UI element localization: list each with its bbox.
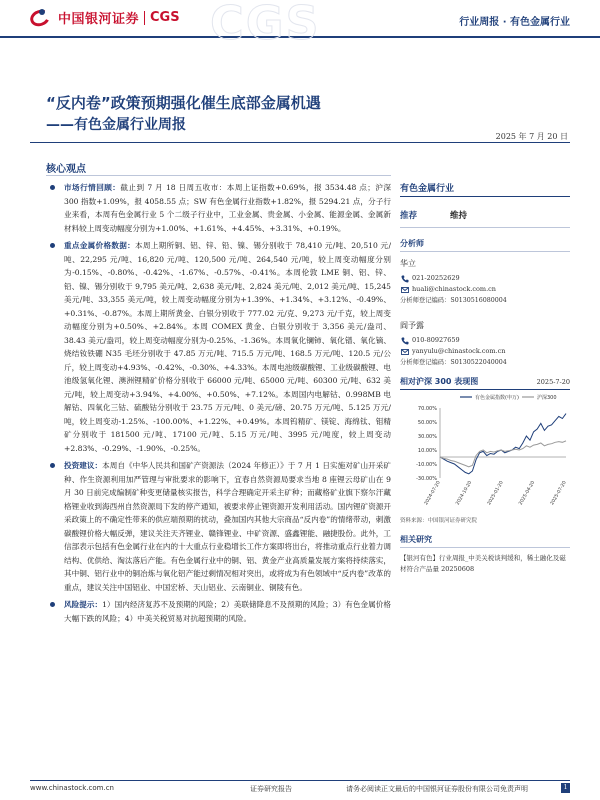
report-date: 2025 年 7 月 20 日 <box>495 132 568 141</box>
y-tick-label: -30.00% <box>416 475 437 482</box>
rating-label: 推荐 <box>400 211 418 221</box>
y-tick-label: 30.00% <box>417 433 437 440</box>
related-item[interactable]: 【银河有色】行业周报_中美关税谈判缓和，稀土融化及磁材符合产品量 20250608 <box>400 554 566 573</box>
title-divider <box>30 142 570 143</box>
email-icon <box>400 347 409 356</box>
footer-url[interactable]: www.chinastock.com.cn <box>30 784 114 792</box>
investment-advice-paragraph <box>46 459 391 594</box>
analyst-email-row <box>400 346 570 357</box>
chart-date: 2025-7-20 <box>536 378 570 386</box>
page-footer <box>30 780 570 794</box>
bullet-icon <box>50 243 55 248</box>
metal-prices-paragraph <box>46 239 391 455</box>
y-tick-label: 70.00% <box>417 405 437 412</box>
paragraph-head: 风险提示： <box>64 600 103 609</box>
phone-icon <box>400 274 409 283</box>
core-divider <box>46 175 391 176</box>
analyst-email[interactable]: huali@chinastock.com.cn <box>412 285 496 293</box>
series-line <box>440 414 566 474</box>
risk-warning-paragraph <box>46 598 391 625</box>
analyst-phone: 010-80927659 <box>412 336 460 344</box>
logo-divider <box>144 11 145 25</box>
x-tick-label: 2024-07-20 <box>424 480 442 507</box>
related-research <box>400 534 570 575</box>
relative-performance-chart-box <box>400 376 570 524</box>
brand-cn: 中国银河证券 <box>58 12 140 27</box>
footer-report-type: 证券研究报告 <box>250 785 292 793</box>
analyst-card <box>400 258 570 306</box>
analyst-name: 华立 <box>400 259 416 268</box>
x-tick-label: 2024-10-20 <box>455 480 474 507</box>
analyst-phone: 021-20252629 <box>412 274 460 282</box>
analyst-name: 阎予露 <box>400 321 424 330</box>
analyst-heading: 分析师 <box>400 238 570 252</box>
email-icon <box>400 285 409 294</box>
header-watermark: CGS <box>210 0 321 50</box>
y-tick-label: 10.00% <box>417 447 437 454</box>
relative-performance-chart <box>400 390 570 510</box>
bullet-icon <box>50 463 55 468</box>
paragraph-text: 本周上期所铜、铝、锌、铅、镍、锡分别收于 78,410 元/吨、20,510 元/吨、22,295 元/吨、16,820 元/吨、120,500 元/吨、264,540 元/吨，较上周变动幅度分别为-0.15%、-0.80%、-0.42%、-1.67%、-0.57%、-0.41%。本周伦敦 LME 铜、铝、锌、铅、镍、锡分别收于 9,795 美元/吨、2,638 美元/吨、2,824 美元/吨、2,012 美元/吨、15,245 美元/吨、33,355 美元/吨，较上周变动幅度分别为+1.39%、+1.34%、+3.12%、-0.49%、+0.31%、-0.87%。本周上期所黄金、白银分别收于 777.02 元/克、9,273 元/千克，较上周变动幅度分别为+0.50%、+2.84%。本周 COMEX 黄金、白银分别收于 3,356 美元/盎司、38.43 美元/盎司，较上周变动幅度分别为-0.25%、-1.36%。本周氧化镧铈、氧化镨、氧化镝、烧结钕铁硼 N35 毛坯分别收于 47.85 万元/吨、715.5 万元/吨、168.5 万元/吨、120.5 元/公斤，较上周变动+4.93%、-0.42%、-0.30%、+4.33%。本周电池级碳酸锂、工业级碳酸锂、电池级氢氧化锂、澳洲锂精矿价格分别收于 66000 元/吨、65000 元/吨、60300 元/吨、632 美元/吨，较上周变动+3.94%、+4.00%、+0.50%、+7.12%。本周国内电解钴、0.998MB 电解钴、四氧化三钴、硫酸钴分别收于 23.75 万元/吨、0 美元/磅、20.75 万元/吨、5.125 万元/吨，较上周变动-1.25%、-100.00%、+1.22%、+0.49%。本周钨精矿、镁锭、海绵钛、钼精矿分别收于 181500 元/吨、17100 元/吨、5.15 万元/吨、3995 元/吨度，较上周变动+2.83%、-0.29%、-1.90%、-0.25%。 <box>64 241 391 453</box>
analyst-phone-row <box>400 335 570 346</box>
x-tick-label: 2025-07-20 <box>550 480 568 507</box>
x-tick-label: 2025-01-20 <box>487 480 505 507</box>
report-title: “反内卷”政策预期强化催生底部金属机遇 <box>46 94 321 112</box>
core-content <box>46 181 391 761</box>
analyst-cert: 分析师登记编码：S0130522040004 <box>400 359 507 366</box>
report-subtitle: ——有色金属行业周报 <box>46 117 186 133</box>
report-category: 行业周报 · 有色金属行业 <box>459 17 570 28</box>
page-number: 1 <box>561 783 570 793</box>
company-logo <box>30 8 180 27</box>
y-tick-label: -10.00% <box>416 461 437 468</box>
analyst-phone-row <box>400 273 570 284</box>
x-tick-label: 2025-04-20 <box>518 480 537 507</box>
core-heading: 核心观点 <box>46 164 86 175</box>
chart-source: 资料来源：中国银河证券研究院 <box>400 518 478 524</box>
legend-label: 沪深300 <box>537 395 557 401</box>
paragraph-head: 市场行情回顾： <box>64 183 121 192</box>
series-line <box>440 441 566 467</box>
brand-en: CGS <box>150 10 180 25</box>
analyst-card <box>400 320 570 368</box>
page-header <box>0 0 600 50</box>
analyst-cert: 分析师登记编码：S0130516080004 <box>400 297 507 304</box>
industry-heading: 有色金属行业 <box>400 181 570 197</box>
chart-title-row <box>400 376 570 390</box>
chart-title: 相对沪深 300 表现图 <box>400 377 479 386</box>
rating-value: 维持 <box>450 211 468 221</box>
bullet-icon <box>50 185 55 190</box>
paragraph-text: 本周自《中华人民共和国矿产资源法（2024 年修正）》于 7 月 1 日实施对矿山开采矿种、作生资源利用加严管理与审批要求的影响下，宜春自然资源局要求当地 8 座锂云母矿山在 9 月 30 日前完成编制矿种变更储量核实报告，科学合理确定开采主矿种；而藏格矿业旗下察尔汗藏格锂业收到海西州自然资源局下发的停产通知，被要求停止锂资源开发利用活动。国内锂矿资源开采政策上的不确定性带来的供应端预期的扰动，叠加国内其他大宗商品“反内卷”的情绪带动，刺激碳酸锂价格大幅反弹，建议关注天齐锂业、赣锋锂业、中矿资源、盛鑫锂能、融捷股份。此外，工信部表示包括有色金属行业在内的十大重点行业稳增长工作方案即将出台，将推动重点行业着力调结构、优供给、淘汰落后产能。有色金属行业中的铜、铝、黄金产业高质量发展方案将持续落实，其中铜、铝行业中的铜冶炼与氧化铝产能过剩情况相对突出，或将成为有色领域中“反内卷”改革的重点，建议关注中国铝业、中国宏桥、天山铝业、云南铜业、铜陵有色。 <box>64 461 391 592</box>
related-heading: 相关研究 <box>400 534 570 548</box>
y-tick-label: 50.00% <box>417 419 437 426</box>
paragraph-text: 截止到 7 月 18 日周五收市：本周上证指数+0.69%，报 3534.48 点；沪深 300 指数+1.09%，报 4058.55 点；SW 有色金属行业指数+1.82%，报 5294.21 点，分子行业来看，本周有色金属行业 5 个二级子行业中，工业金属、贵金属、小金属、能源金属、金属新材料较上周变动幅度分别为+1.00%、+1.61%、+4.45%、+3.31%、+0.19%。 <box>64 183 391 233</box>
rating-row <box>400 209 570 228</box>
phone-icon <box>400 336 409 345</box>
paragraph-head: 投资建议： <box>64 461 103 470</box>
paragraph-head: 重点金属价格数据： <box>64 241 135 250</box>
legend-label: 有色金属指数(申万) <box>475 395 519 401</box>
bullet-icon <box>50 602 55 607</box>
analyst-email[interactable]: yanyulu@chinastock.com.cn <box>412 347 506 355</box>
sidebar <box>400 181 570 575</box>
paragraph-text: 1）国内经济复苏不及预期的风险；2）美联储降息不及预期的风险；3）有色金属价格大幅下跌的风险；4）中美关税贸易对抗超预期的风险。 <box>64 600 391 623</box>
analyst-email-row <box>400 284 570 295</box>
market-review-paragraph <box>46 181 391 235</box>
footer-disclaimer: 请务必阅读正文最后的中国银河证券股份有限公司免责声明 <box>346 785 528 793</box>
logo-mark-icon <box>30 9 52 27</box>
